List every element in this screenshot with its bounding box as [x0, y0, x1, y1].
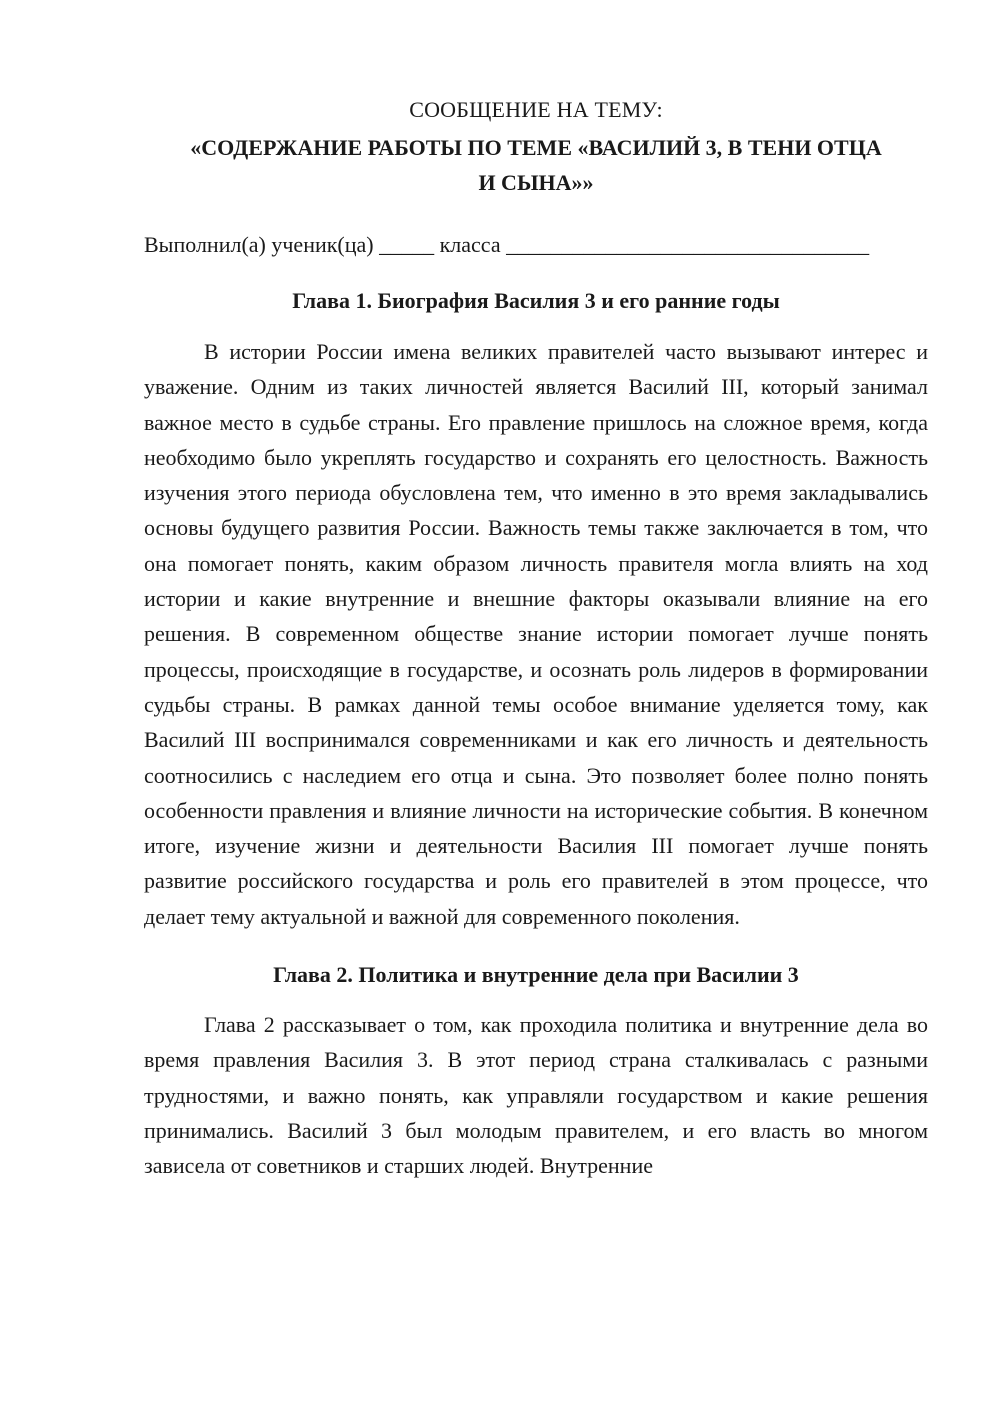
chapter-1-paragraph: В истории России имена великих правителей часто вызывают интерес и уважение. Одним из таких личностей является Василий III, который занимал важное место в судьбе страны. Его правление пришлось на сложное время, когда необходимо было укреплять государство и сохранять его целостность. Важность изучения этого периода обусловлена тем, что именно в это время закладывались основы будущего развития России. Важность темы также заключается в том, что она помогает понять, каким образом личность правителя могла влиять на ход истории и какие внутренние и внешние факторы оказывали влияние на его решения. В современном обществе знание истории помогает лучше понять процессы, происходящие в государстве, и осознать роль лидеров в формировании судьбы страны. В рамках данной темы особое внимание уделяется тому, как Василий III воспринимался современниками и как его личность и деятельность соотносились с наследием его отца и сына. Это позволяет более полно понять особенности правления и влияние личности на исторические события. В конечном итоге, изучение жизни и деятельности Василия III помогает лучше понять развитие российского государства и роль его правителей в этом процессе, что делает тему актуальной и важной для современного поколения.	[144, 339, 928, 929]
performer-line: Выполнил(а) ученик(ца) _____ класса _________________________________	[144, 232, 870, 257]
document-page	[144, 93, 928, 1184]
document-title-line-1: «СОДЕРЖАНИЕ РАБОТЫ ПО ТЕМЕ «ВАСИЛИЙ 3, В ТЕНИ ОТЦА	[190, 135, 882, 160]
document-title	[144, 130, 928, 200]
chapter-1-title: Глава 1. Биография Василия 3 и его ранние годы	[292, 288, 780, 313]
chapter-2-paragraph: Глава 2 рассказывает о том, как проходила политика и внутренние дела во время правления Василия 3. В этот период страна сталкивалась с разными трудностями, и важно понять, как управляли государством и какие решения принимались. Василий 3 был молодым правителем, и его власть во многом зависела от советников и старших людей. Внутренние	[144, 1012, 928, 1179]
chapter-2-title: Глава 2. Политика и внутренние дела при Василии 3	[273, 962, 799, 988]
document-title-line-2: И СЫНА»»	[478, 170, 594, 195]
document-heading: СООБЩЕНИЕ НА ТЕМУ:	[409, 97, 663, 122]
